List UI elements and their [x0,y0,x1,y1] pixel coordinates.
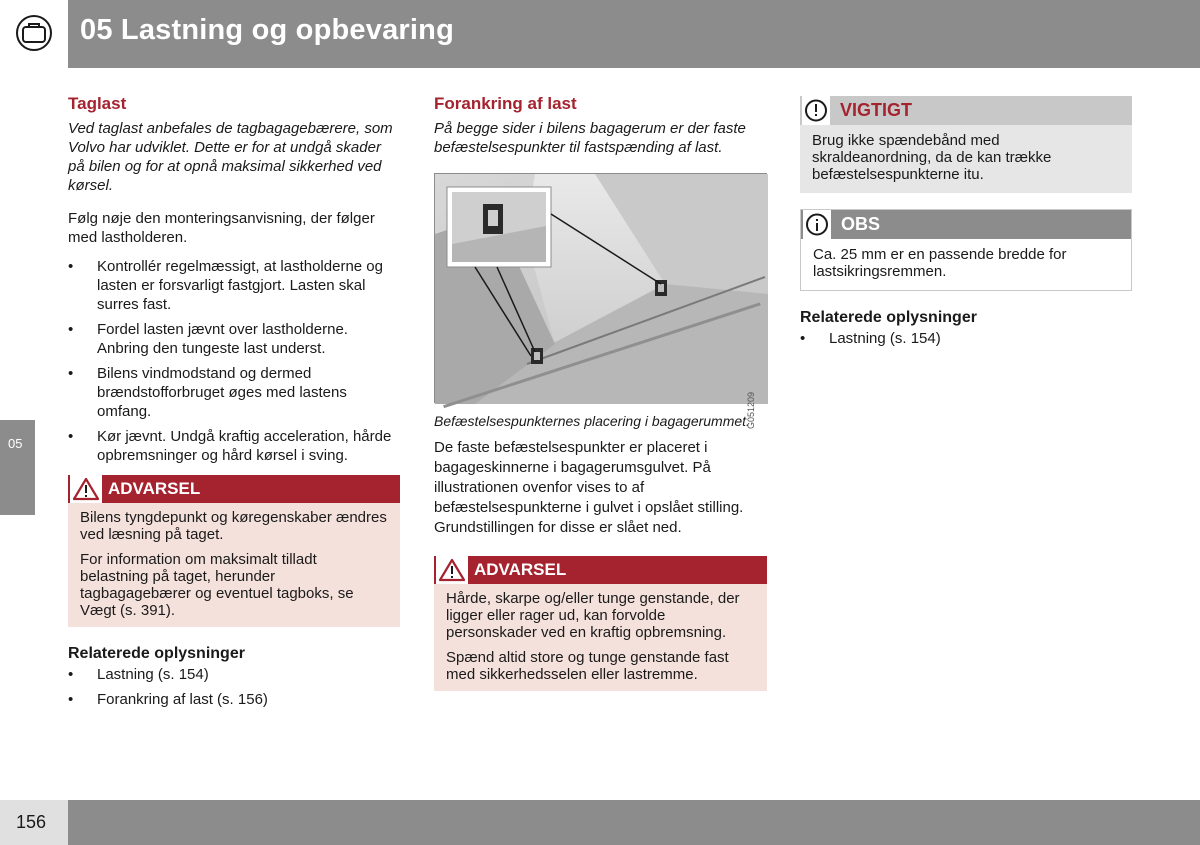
warning-title: ADVARSEL [108,479,201,498]
chapter-side-tab [0,420,35,515]
important-text: Brug ikke spændebånd med skraldeanordning, da de kan trække befæstelsespunkterne itu. [812,132,1052,183]
column-roof-load [68,94,400,715]
exclamation-circle-icon [802,96,830,125]
related-list [800,329,1132,348]
related-link[interactable]: • Forankring af last (s. 156) [68,690,400,709]
warning-header [68,475,400,503]
related-heading: Relaterede oplysninger [68,645,245,662]
obs-text: Ca. 25 mm er en passende bredde for lastsikringsremmen. [813,246,1067,280]
warning-text: For information om maksimalt tilladt belastning på taget, herunder tagbagagebærer og eventuel tagboks, se Vægt (s. 391). [80,551,354,619]
column-notes [800,96,1132,354]
section-heading-load-anchoring: Forankring af last [434,94,577,113]
related-link[interactable]: • Lastning (s. 154) [68,665,400,684]
list-item: • Kontrollér regelmæssigt, at lastholderne og lasten er forsvarligt fastgjort. Lasten skal surres fast. [68,257,400,314]
page-footer [0,800,1200,845]
figure-code: G051209 [746,392,756,430]
obs-title: OBS [841,214,881,234]
chapter-title: 05 Lastning og opbevaring [80,14,454,46]
page-number-box [0,800,68,845]
important-title: VIGTIGT [840,100,912,120]
obs-header [801,210,1131,239]
luggage-icon [14,15,54,51]
cargo-illustration-drawing [435,174,768,404]
list-item: • Kør jævnt. Undgå kraftig acceleration, hårde opbremsninger og hård kørsel i sving. [68,427,400,465]
related-list [68,665,400,709]
related-link[interactable]: • Lastning (s. 154) [800,329,1132,348]
bullet-list [68,257,400,465]
figure-caption: Befæstelsespunkternes placering i bagagerummet. [434,413,750,429]
warning-box [68,475,400,627]
intro-text: På begge sider i bilens bagagerum er der faste befæstelsespunkter til fastspænding af last. [434,120,746,156]
body-text: Følg nøje den monteringsanvisning, der følger med lastholderen. [68,210,375,246]
body-text: De faste befæstelsespunkter er placeret i bagageskinnerne i bagagerumsgulvet. På illustrationen ovenfor vises to af befæstelsespunkterne i gulvet i opslået stilling. Grundstillingen for disse er slået ned. [434,439,744,536]
warning-text: Bilens tyngdepunkt og køregenskaber ændres ved læsning på taget. [80,509,387,543]
section-heading-roof-load: Taglast [68,94,127,113]
warning-text: Hårde, skarpe og/eller tunge genstande, der ligger eller rager ud, kan forvolde personskader ved en kraftig opbremsning. [446,590,740,641]
intro-text: Ved taglast anbefales de tagbagagebærere, som Volvo har udviklet. Dette er for at undgå skader på bilen og for at opnå maksimal sikkerhed ved kørsel. [68,120,393,194]
warning-text: Spænd altid store og tunge genstande fast med sikkerhedsselen eller lastremme. [446,649,729,683]
page-header [0,0,1200,68]
warning-header [434,556,767,584]
warning-box [434,556,767,691]
list-item: • Fordel lasten jævnt over lastholderne. Anbring den tungeste last underst. [68,320,400,358]
obs-box [800,209,1132,291]
side-tab-label: 05 [8,436,23,451]
important-header [800,96,1132,125]
list-item: • Bilens vindmodstand og dermed brændstofforbruget øges med lastens omfang. [68,364,400,421]
warning-triangle-icon [436,556,468,584]
info-circle-icon [803,210,831,239]
warning-triangle-icon [70,475,102,503]
related-heading: Relaterede oplysninger [800,309,977,326]
warning-title: ADVARSEL [474,560,567,579]
column-load-anchoring [434,94,767,691]
important-box [800,96,1132,193]
header-icon-box [0,0,68,68]
page-number: 156 [16,812,47,832]
